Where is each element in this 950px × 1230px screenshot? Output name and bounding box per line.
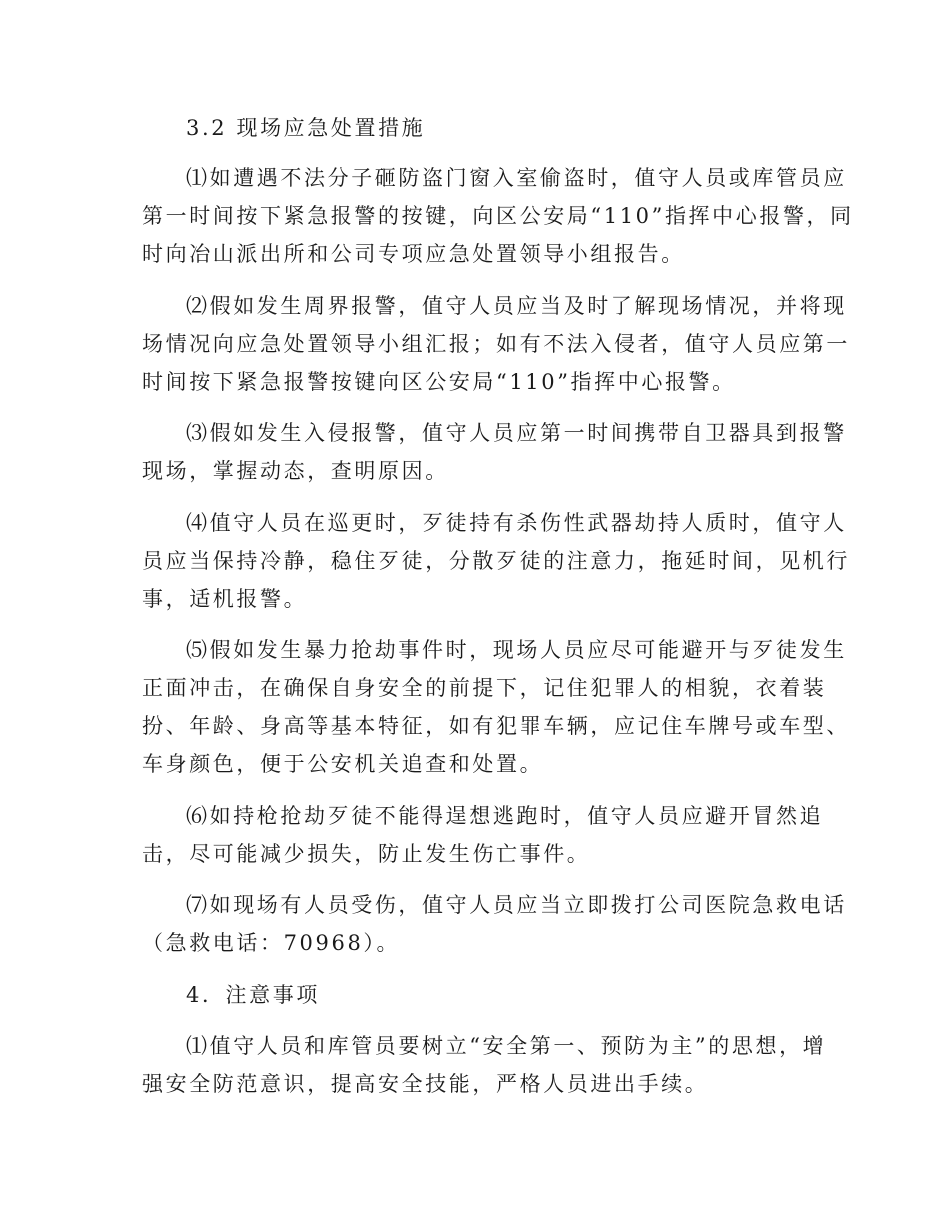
- paragraph-3-line-1: ⑶假如发生入侵报警，值守人员应第一时间携带自卫器具到报警: [186, 421, 847, 445]
- paragraph-2-line-2: 场情况向应急处置领导小组汇报；如有不法入侵者，值守人员应第一: [142, 332, 850, 356]
- section-4-paragraph-1-line-1: ⑴值守人员和库管员要树立“安全第一、预防为主”的思想，增: [186, 1034, 827, 1058]
- paragraph-6-line-2: 击，尽可能减少损失，防止发生伤亡事件。: [142, 842, 591, 866]
- paragraph-6-line-1: ⑹如持枪抢劫歹徒不能得逞想逃跑时，值守人员应避开冒然追: [186, 804, 824, 828]
- paragraph-5-line-2: 正面冲击，在确保自身安全的前提下，记住犯罪人的相貌，衣着装: [142, 676, 827, 700]
- paragraph-2-line-1: ⑵假如发生周界报警，值守人员应当及时了解现场情况，并将现: [186, 294, 847, 318]
- paragraph-2-line-3: 时间按下紧急报警按键向区公安局“110”指挥中心报警。: [142, 370, 736, 394]
- section-heading-4: 4．注意事项: [186, 983, 320, 1007]
- paragraph-1-line-1: ⑴如遭遇不法分子砸防盗门窗入室偷盗时，值守人员或库管员应: [186, 166, 847, 190]
- paragraph-5-line-4: 车身颜色，便于公安机关追查和处置。: [142, 752, 544, 776]
- paragraph-4-line-1: ⑷值守人员在巡更时，歹徒持有杀伤性武器劫持人质时，值守人: [186, 511, 847, 535]
- paragraph-5-line-3: 扮、年龄、身高等基本特征，如有犯罪车辆，应记住车牌号或车型、: [142, 714, 850, 738]
- paragraph-7-line-2: （急救电话：70968）。: [142, 931, 401, 955]
- paragraph-4-line-2: 员应当保持冷静，稳住歹徒，分散歹徒的注意力，拖延时间，见机行: [142, 549, 850, 573]
- section-4-paragraph-1-line-2: 强安全防范意识，提高安全技能，严格人员进出手续。: [142, 1072, 709, 1096]
- paragraph-3-line-2: 现场，掌握动态，查明原因。: [142, 459, 449, 483]
- paragraph-7-line-1: ⑺如现场有人员受伤，值守人员应当立即拨打公司医院急救电话: [186, 893, 847, 917]
- paragraph-1-line-2: 第一时间按下紧急报警的按键，向区公安局“110”指挥中心报警，同: [142, 204, 854, 228]
- paragraph-5-line-1: ⑸假如发生暴力抢劫事件时，现场人员应尽可能避开与歹徒发生: [186, 638, 847, 662]
- paragraph-1-line-3: 时向冶山派出所和公司专项应急处置领导小组报告。: [142, 242, 685, 266]
- section-heading-3-2: 3.2 现场应急处置措施: [186, 116, 426, 140]
- paragraph-4-line-3: 事，适机报警。: [142, 587, 308, 611]
